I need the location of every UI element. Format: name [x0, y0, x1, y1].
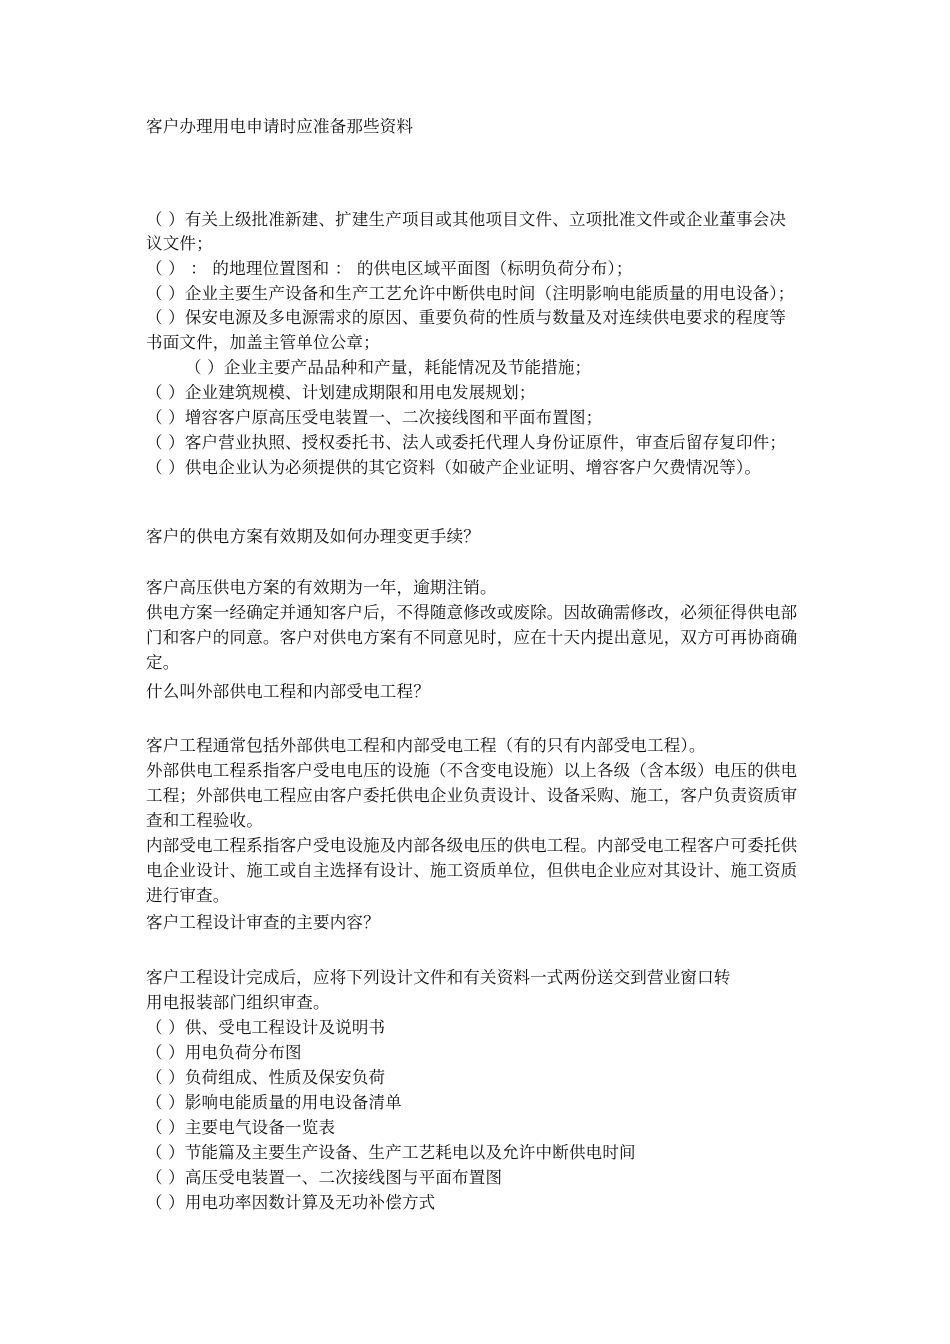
- paragraph-line: （ ）企业主要产品品种和产量，耗能情况及节能措施；: [185, 358, 592, 377]
- paragraph-line: 供电方案一经确定并通知客户后，不得随意修改或废除。因故确需修改，必须征得供电部: [146, 603, 798, 622]
- section-title: 什么叫外部供电工程和内部受电工程？: [146, 682, 430, 701]
- paragraph-line: 进行审查。: [146, 886, 230, 905]
- paragraph-line: 外部供电工程系指客户受电电压的设施（不含变电设施）以上各级（含本级）电压的供电: [146, 761, 798, 780]
- paragraph-line: （ ）增容客户原高压受电装置一、二次接线图和平面布置图；: [146, 408, 603, 427]
- paragraph-line: 工程；外部供电工程应由客户委托供电企业负责设计、设备采购、施工，客户负责资质审: [146, 786, 798, 805]
- section-title: 客户的供电方案有效期及如何办理变更手续？: [146, 527, 480, 546]
- list-item: （ ）负荷组成、性质及保安负荷: [146, 1068, 386, 1087]
- paragraph-line: 客户工程设计完成后，应将下列设计文件和有关资料一式两份送交到营业窗口转: [146, 968, 731, 987]
- list-item: （ ）影响电能质量的用电设备清单: [146, 1093, 402, 1112]
- list-item: （ ）高压受电装置一、二次接线图与平面布置图: [146, 1168, 503, 1187]
- paragraph-line: 客户高压供电方案的有效期为一年，逾期注销。: [146, 578, 497, 597]
- list-item: （ ）主要电气设备一览表: [146, 1118, 336, 1137]
- section-title: 客户工程设计审查的主要内容？: [146, 913, 380, 932]
- list-item: （ ）用电负荷分布图: [146, 1043, 302, 1062]
- paragraph-line: （ ） ： 的地理位置图和 ： 的供电区域平面图（标明负荷分布）；: [146, 259, 633, 278]
- section-title: 客户办理用电申请时应准备那些资料: [146, 117, 414, 136]
- paragraph-line: （ ）客户营业执照、授权委托书、法人或委托代理人身份证原件，审查后留存复印件；: [146, 433, 787, 452]
- paragraph-line: （ ）企业建筑规模、计划建成期限和用电发展规划；: [146, 383, 536, 402]
- list-item: （ ）用电功率因数计算及无功补偿方式: [146, 1193, 436, 1212]
- paragraph-line: （ ）有关上级批准新建、扩建生产项目或其他项目文件、立项批准文件或企业董事会决: [146, 210, 787, 229]
- paragraph-line: 议文件；: [146, 234, 213, 253]
- paragraph-line: （ ）保安电源及多电源需求的原因、重要负荷的性质与数量及对连续供电要求的程度等: [146, 308, 787, 327]
- paragraph-line: （ ）供电企业认为必须提供的其它资料（如破产企业证明、增容客户欠费情况等）。: [146, 458, 762, 477]
- paragraph-line: 门和客户的同意。客户对供电方案有不同意见时，应在十天内提出意见，双方可再协商确: [146, 628, 798, 647]
- paragraph-line: 内部受电工程系指客户受电设施及内部各级电压的供电工程。内部受电工程客户可委托供: [146, 836, 798, 855]
- paragraph-line: （ ）企业主要生产设备和生产工艺允许中断供电时间（注明影响电能质量的用电设备）；: [146, 284, 795, 303]
- paragraph-line: 电企业设计、施工或自主选择有设计、施工资质单位，但供电企业应对其设计、施工资质: [146, 861, 798, 880]
- paragraph-line: 客户工程通常包括外部供电工程和内部受电工程（有的只有内部受电工程）。: [146, 736, 706, 755]
- list-item: （ ）节能篇及主要生产设备、生产工艺耗电以及允许中断供电时间: [146, 1143, 636, 1162]
- paragraph-line: 查和工程验收。: [146, 811, 263, 830]
- paragraph-line: 用电报装部门组织审查。: [146, 993, 330, 1012]
- paragraph-line: 书面文件，加盖主管单位公章；: [146, 333, 380, 352]
- paragraph-line: 定。: [146, 653, 180, 672]
- list-item: （ ）供、受电工程设计及说明书: [146, 1018, 386, 1037]
